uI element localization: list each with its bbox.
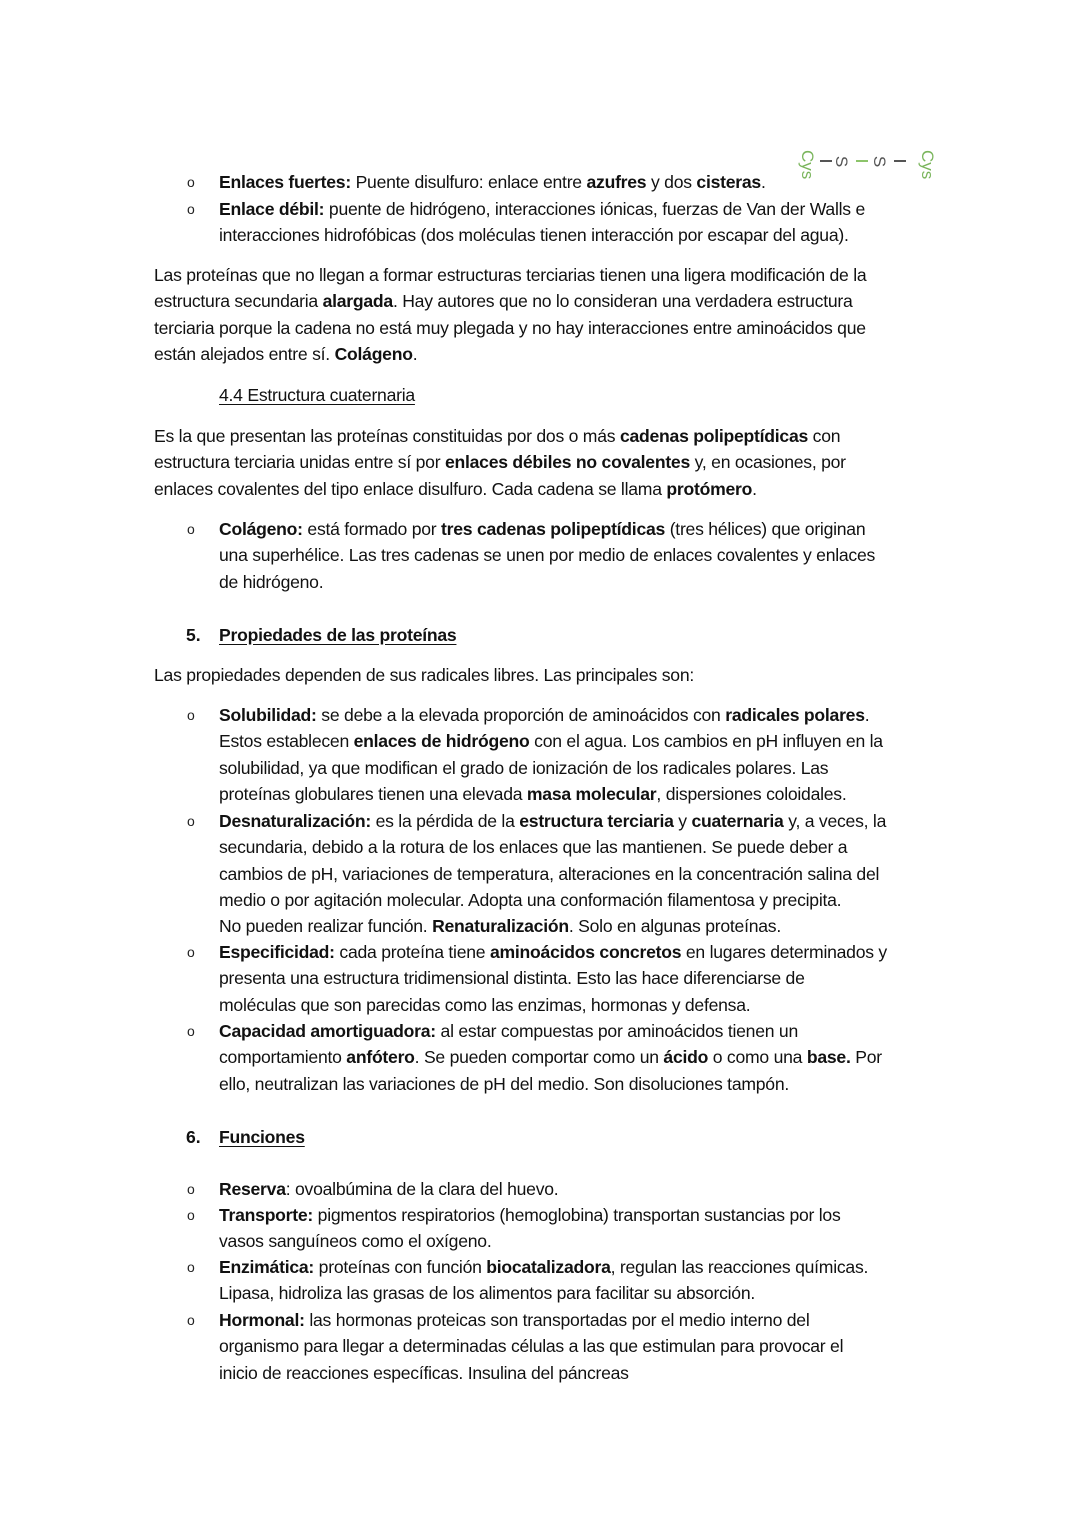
list-item-line xyxy=(219,516,865,542)
list-item-line xyxy=(219,965,805,991)
disulfide-bridge-diagram xyxy=(798,150,943,186)
list-item-line xyxy=(219,1280,755,1306)
list-item-term: Desnaturalización: xyxy=(219,811,371,831)
list-item-line xyxy=(219,728,883,754)
text: de hidrógeno. xyxy=(219,571,324,592)
section-6-title: Funciones xyxy=(219,1127,305,1147)
text: o como una xyxy=(708,1047,807,1068)
text: es la pérdida de la xyxy=(370,811,520,831)
list-item-line xyxy=(219,808,886,834)
bold-text: azufres xyxy=(586,172,647,192)
list-item-term: Enlaces fuertes: xyxy=(219,172,351,192)
text: . Solo en algunas proteínas. xyxy=(568,916,781,937)
text: ello, neutralizan las variaciones de pH del medio. Son disoluciones tampón. xyxy=(219,1073,790,1094)
bond-line xyxy=(894,160,906,162)
text: terciaria porque la cadena no está muy plegada y no hay interacciones entre aminoácidos que xyxy=(154,317,866,338)
list-item-line xyxy=(219,1176,558,1202)
text: Lipasa, hidroliza las grasas de los alimentos para facilitar su absorción. xyxy=(219,1283,755,1304)
text: . Hay autores que no lo consideran una verdadera estructura xyxy=(392,291,853,312)
text: secundaria, debido a la rotura de los enlaces que las mantienen. Se puede deber a xyxy=(219,837,848,858)
list-item-line xyxy=(219,542,875,568)
list-item-line xyxy=(219,1071,789,1097)
list-item-term: Especificidad: xyxy=(219,942,335,962)
list-item-line xyxy=(219,1307,809,1333)
paragraph-line xyxy=(154,476,757,502)
text: y xyxy=(673,811,692,831)
list-item-line xyxy=(219,992,750,1018)
list-item-line xyxy=(219,755,828,781)
bold-text: aminoácidos concretos xyxy=(489,942,682,962)
list-item-line xyxy=(219,702,869,728)
text: moléculas que son parecidas como las enzimas, hormonas y defensa. xyxy=(219,994,751,1015)
bold-text: Colágeno xyxy=(334,343,413,364)
list-item-line xyxy=(219,1044,882,1070)
paragraph-line xyxy=(154,262,866,288)
paragraph-propiedades-intro: Las propiedades dependen de sus radicales libres. Las principales son: xyxy=(154,665,694,685)
list-item-line xyxy=(219,1333,843,1359)
subheading-estructura-cuaternaria: 4.4 Estructura cuaternaria xyxy=(219,385,415,405)
text: están alejados entre sí. xyxy=(154,343,335,364)
bond-line-green xyxy=(856,160,868,162)
text: enlaces covalentes del tipo enlace disulfuro. Cada cadena se llama xyxy=(154,478,667,499)
bullet-icon: o xyxy=(187,707,195,723)
text: medio o por agitación molecular. Adopta una conformación filamentosa y precipita. xyxy=(219,889,842,910)
text: Por xyxy=(850,1047,882,1068)
text: vasos sanguíneos como el oxígeno. xyxy=(219,1231,492,1252)
text: comportamiento xyxy=(219,1047,347,1068)
text: estructura secundaria xyxy=(154,291,323,312)
text: en lugares determinados y xyxy=(681,942,887,962)
paragraph-line xyxy=(154,341,417,367)
sulfur-2-label: S xyxy=(870,155,890,168)
bold-text: enlaces de hidrógeno xyxy=(353,731,530,752)
bold-text: base. xyxy=(806,1047,851,1068)
bold-text: biocatalizadora xyxy=(486,1257,611,1277)
cys-left-label: Cys xyxy=(798,150,817,180)
text: . Se pueden comportar como un xyxy=(414,1047,664,1068)
paragraph-line xyxy=(154,315,866,341)
text: . xyxy=(412,343,418,364)
list-item-line xyxy=(219,222,849,248)
text: las hormonas proteicas son transportadas por el medio interno del xyxy=(304,1310,810,1330)
text: interacciones hidrofóbicas (dos moléculas tienen interacción por escapar del agua). xyxy=(219,225,849,246)
bold-text: estructura terciaria xyxy=(519,811,674,831)
text: pigmentos respiratorios (hemoglobina) transportan sustancias por los xyxy=(313,1205,841,1225)
text: y, a veces, la xyxy=(783,811,887,831)
bullet-icon: o xyxy=(187,1023,195,1039)
bullet-icon: o xyxy=(187,1259,195,1275)
list-item-line xyxy=(219,569,323,595)
text: con el agua. Los cambios en pH influyen en la xyxy=(529,731,883,752)
cys-right-label: Cys xyxy=(918,150,937,180)
list-item-line xyxy=(219,1018,798,1044)
text: Las proteínas que no llegan a formar estructuras terciarias tienen una ligera modificación de la xyxy=(154,265,867,285)
bold-text: masa molecular xyxy=(526,783,657,804)
text: presenta una estructura tridimensional distinta. Esto las hace diferenciarse de xyxy=(219,968,805,989)
bold-text: tres cadenas polipeptídicas xyxy=(441,519,666,539)
list-item-line xyxy=(219,1254,868,1280)
list-item-line xyxy=(219,939,887,965)
bold-text: ácido xyxy=(663,1047,709,1068)
bullet-icon: o xyxy=(187,944,195,960)
list-item-term: Transporte: xyxy=(219,1205,314,1225)
sulfur-1-label: S xyxy=(832,155,852,168)
bullet-icon: o xyxy=(187,1181,195,1197)
paragraph-line xyxy=(154,423,840,449)
text: (tres hélices) que originan xyxy=(665,519,866,539)
bold-text: protómero xyxy=(666,478,753,499)
text: con xyxy=(808,426,841,446)
paragraph-line xyxy=(154,288,853,314)
text: y dos xyxy=(646,172,697,192)
list-item-line xyxy=(219,1202,841,1228)
text: está formado por xyxy=(302,519,442,539)
paragraph-line xyxy=(154,449,846,475)
text: cada proteína tiene xyxy=(334,942,490,962)
text: al estar compuestas por aminoácidos tienen un xyxy=(435,1021,798,1041)
list-item-term: Capacidad amortiguadora: xyxy=(219,1021,436,1041)
list-item-line xyxy=(219,913,781,939)
list-item-line xyxy=(219,169,766,195)
list-item-line xyxy=(219,1360,629,1386)
list-item-line xyxy=(219,196,865,222)
text: , dispersiones coloidales. xyxy=(656,783,847,804)
bold-text: radicales polares xyxy=(725,705,865,725)
list-item-line xyxy=(219,781,847,807)
text: . xyxy=(760,172,766,192)
text: inicio de reacciones específicas. Insulina del páncreas xyxy=(219,1362,629,1383)
bold-text: cadenas polipeptídicas xyxy=(619,426,809,446)
bond-line xyxy=(820,160,832,162)
text: cambios de pH, variaciones de temperatura, alteraciones en la concentración salina del xyxy=(219,863,880,884)
text: se debe a la elevada proporción de aminoácidos con xyxy=(316,705,726,725)
text: una superhélice. Las tres cadenas se unen por medio de enlaces covalentes y enlaces xyxy=(219,545,876,566)
bold-text: anfótero xyxy=(346,1047,415,1068)
bullet-icon: o xyxy=(187,174,195,190)
bold-text: enlaces débiles no covalentes xyxy=(444,452,690,473)
list-item-term: Reserva xyxy=(219,1179,286,1199)
text: : ovoalbúmina de la clara del huevo. xyxy=(285,1179,559,1199)
section-5-number: 5. xyxy=(186,625,201,645)
list-item-line xyxy=(219,834,847,860)
bold-text: alargada xyxy=(322,291,393,312)
bullet-icon: o xyxy=(187,201,195,217)
text: . xyxy=(864,705,870,725)
bullet-icon: o xyxy=(187,521,195,537)
text: y, en ocasiones, por xyxy=(690,452,846,473)
text: proteínas con función xyxy=(314,1257,487,1277)
text: Puente disulfuro: enlace entre xyxy=(350,172,587,192)
section-5-title: Propiedades de las proteínas xyxy=(219,625,457,645)
text: No pueden realizar función. xyxy=(219,916,433,937)
bullet-icon: o xyxy=(187,813,195,829)
text: organismo para llegar a determinadas células a las que estimulan para provocar el xyxy=(219,1336,844,1357)
list-item-line xyxy=(219,861,879,887)
list-item-term: Enzimática: xyxy=(219,1257,315,1277)
text: Estos establecen xyxy=(219,731,354,752)
section-6-number: 6. xyxy=(186,1127,201,1147)
bold-text: cisteras xyxy=(696,172,761,192)
list-item-line xyxy=(219,887,841,913)
text: solubilidad, ya que modifican el grado de ionización de los radicales polares. Las xyxy=(219,757,829,778)
bullet-icon: o xyxy=(187,1207,195,1223)
list-item-term: Solubilidad: xyxy=(219,705,317,725)
text: . xyxy=(752,478,757,499)
text: Es la que presentan las proteínas constituidas por dos o más xyxy=(154,426,620,446)
list-item-line xyxy=(219,1228,491,1254)
list-item-term: Enlace débil: xyxy=(219,199,325,219)
text: , regulan las reacciones químicas. xyxy=(610,1257,869,1277)
list-item-term: Hormonal: xyxy=(219,1310,305,1330)
list-item-term: Colágeno: xyxy=(219,519,303,539)
text: estructura terciaria unidas entre sí por xyxy=(154,452,445,473)
text: proteínas globulares tienen una elevada xyxy=(219,783,527,804)
bold-text: cuaternaria xyxy=(691,811,784,831)
bullet-icon: o xyxy=(187,1312,195,1328)
bold-text: Renaturalización xyxy=(432,916,569,937)
text: puente de hidrógeno, interacciones iónicas, fuerzas de Van der Walls e xyxy=(324,199,865,219)
